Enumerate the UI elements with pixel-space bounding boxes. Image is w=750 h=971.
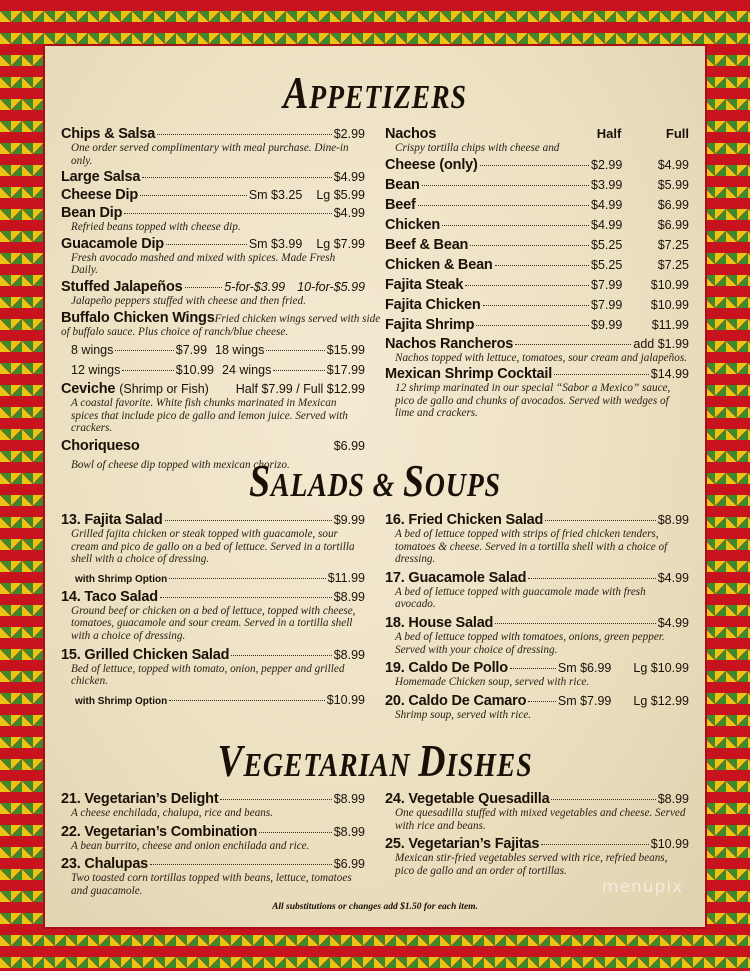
item-row — [61, 512, 365, 528]
item-price: $8.99 — [333, 792, 365, 806]
title-rest: OUPS — [424, 467, 501, 504]
item-price-small: Sm $6.99 — [557, 661, 612, 676]
item-row — [385, 836, 689, 852]
item-row — [385, 512, 689, 528]
dot-leader — [166, 244, 247, 245]
menu-item — [61, 791, 365, 820]
appetizers-title — [68, 66, 683, 119]
half-price: $4.99 — [591, 197, 623, 212]
item-description: Two toasted corn tortillas topped with beans, lettuce, tomatoes and guacamole. — [71, 872, 352, 897]
item-name: Choriqueso — [61, 437, 140, 454]
nachos-title: Nachos — [385, 126, 437, 142]
item-name: Chips & Salsa — [61, 126, 156, 142]
item-row — [385, 570, 689, 586]
watermark: menupix — [602, 877, 684, 897]
item-name: 23. Chalupas — [61, 856, 149, 873]
item-description: One quesadilla stuffed with mixed vegetables and cheese. Served with rice and beans. — [395, 807, 686, 832]
item-description: Shrimp soup, served with rice. — [395, 708, 532, 721]
title-initial: A — [283, 67, 310, 118]
menu-item-guacamole-dip — [61, 236, 365, 277]
item-name: Stuffed Jalapeños — [61, 278, 183, 295]
half-price: $7.99 — [591, 297, 623, 312]
item-price: Half $7.99 / Full $12.99 — [235, 382, 365, 397]
full-header: Full — [665, 126, 689, 141]
item-name: Mexican Shrimp Cocktail — [385, 366, 553, 383]
dot-leader — [528, 701, 556, 702]
menu-item-stuffed-jalapenos — [61, 279, 365, 308]
dot-leader — [541, 844, 649, 845]
title-initial: S — [402, 455, 425, 506]
item-price: $4.99 — [333, 170, 365, 185]
item-row — [385, 791, 689, 807]
dot-leader — [515, 344, 631, 345]
item-description: 12 shrimp marinated in our special “Sabor a Mexico” sauce, pico de gallo and chunks of avocados. Served with wedges of lime and crackers. — [395, 382, 671, 420]
full-price: $6.99 — [657, 217, 689, 232]
appetizers-right-column — [385, 126, 689, 420]
item-row — [61, 856, 365, 872]
nachos-row — [385, 217, 689, 233]
item-name: Ceviche — [61, 381, 116, 398]
item-price: $4.99 — [657, 570, 689, 585]
dot-leader — [150, 864, 332, 865]
dot-leader — [165, 520, 332, 521]
menu-item — [385, 791, 689, 832]
salads-right-column — [385, 512, 689, 721]
full-price: $10.99 — [650, 277, 689, 292]
item-price: $9.99 — [333, 513, 365, 527]
dot-leader — [495, 623, 656, 624]
nachos-row — [385, 237, 689, 253]
dot-leader — [259, 832, 332, 833]
item-price: $4.99 — [657, 615, 689, 630]
dot-leader — [220, 799, 331, 800]
menu-item-nachos-rancheros — [385, 336, 689, 365]
title-rest: EGETARIAN — [243, 747, 419, 784]
title-rest: ALADS & — [270, 467, 403, 504]
menu-item — [385, 570, 689, 611]
item-name: 20. Caldo De Camaro — [385, 692, 527, 709]
nachos-row — [385, 277, 689, 293]
dot-leader — [124, 213, 331, 214]
dot-leader — [422, 185, 589, 186]
wings-18-label: 18 wings — [215, 343, 265, 358]
item-name: 22. Vegetarian’s Combination — [61, 823, 258, 840]
item-price: $8.99 — [657, 792, 689, 806]
item-description: A bed of lettuce topped with guacamole made with fresh avocado. — [395, 585, 646, 611]
nachos-row — [385, 197, 689, 213]
title-initial: D — [418, 735, 447, 786]
dot-leader — [442, 225, 589, 226]
item-name: Chicken & Bean — [385, 256, 493, 273]
item-row — [61, 647, 365, 663]
shrimp-option-row — [61, 693, 365, 707]
salads-soups-title — [68, 454, 683, 507]
item-description: Bowl of cheese dip topped with mexican chorizo. — [71, 458, 290, 471]
item-price: $10.99 — [650, 837, 689, 852]
item-name: 25. Vegetarian’s Fajitas — [385, 836, 540, 853]
dot-leader — [231, 655, 331, 656]
half-header: Half — [596, 126, 622, 141]
menu-item — [385, 693, 689, 722]
item-price: $8.99 — [333, 824, 365, 839]
dot-leader — [169, 700, 325, 701]
item-name: Beef & Bean — [385, 236, 469, 253]
item-name: Cheese — [385, 156, 436, 173]
item-row — [61, 824, 365, 840]
menu-item — [61, 824, 365, 853]
menu-item-shrimp-cocktail — [385, 366, 689, 420]
option-label: with Shrimp Option — [75, 695, 168, 707]
dot-leader — [510, 668, 556, 669]
nachos-row-cheese — [385, 157, 689, 173]
dot-leader — [551, 799, 655, 800]
item-name: 24. Vegetable Quesadilla — [385, 791, 550, 807]
half-price: $5.25 — [591, 237, 623, 252]
item-description: A bed of lettuce topped with tomatoes, onions, green pepper. Served with your choice of dressing. — [395, 630, 665, 656]
dot-leader — [142, 177, 332, 178]
item-name: Fajita Chicken — [385, 296, 481, 313]
item-name: Large Salsa — [61, 169, 141, 186]
title-rest: ISHES — [446, 747, 533, 784]
item-name: Cheese Dip — [61, 187, 138, 204]
item-description: A bean burrito, cheese and onion enchilada and rice. — [71, 839, 310, 852]
dot-leader — [480, 165, 589, 166]
half-price: $4.99 — [591, 217, 623, 232]
dot-leader — [476, 325, 589, 326]
vegetarian-dishes-title — [68, 734, 683, 787]
item-description: Mexican stir-fried vegetables served with rice, refried beans, pico de gallo and an order of tortillas. — [395, 852, 668, 877]
appetizers-left-column — [61, 126, 381, 472]
vegetarian-right-column — [385, 791, 689, 877]
item-price-small: Sm $3.25 — [248, 188, 303, 203]
item-description: Homemade Chicken soup, served with rice. — [395, 676, 590, 689]
full-price: $7.25 — [657, 237, 689, 252]
dot-leader — [169, 578, 325, 579]
option-price: $10.99 — [326, 692, 365, 707]
full-price: $11.99 — [651, 317, 689, 332]
item-variant: (Shrimp or Fish) — [119, 382, 209, 397]
full-price: $7.25 — [657, 257, 689, 272]
menu-item — [61, 512, 365, 585]
wings-24-price: $17.99 — [326, 363, 365, 378]
menu-item — [61, 647, 365, 707]
item-description: of buffalo sauce. Plus choice of ranch/blue cheese. — [61, 325, 289, 338]
item-description: A coastal favorite. White fish chunks marinated in Mexican spices that include pico de gallo and lemon juice. Served with crackers. — [71, 397, 348, 435]
wings-18-price: $15.99 — [326, 343, 365, 358]
item-name: Beef — [385, 196, 416, 213]
item-price-small: Sm $3.99 — [248, 236, 303, 251]
item-price: $8.99 — [333, 647, 365, 662]
full-price: $6.99 — [657, 197, 689, 212]
half-price: $7.99 — [591, 277, 623, 292]
item-price: add $1.99 — [633, 336, 689, 351]
menu-item — [385, 660, 689, 689]
title-rest: PPETIZERS — [309, 79, 467, 116]
item-variant: (only) — [439, 156, 478, 173]
item-name: Fajita Shrimp — [385, 316, 475, 333]
item-price-small: Sm $7.99 — [557, 693, 612, 708]
nachos-row — [385, 257, 689, 273]
half-price: $2.99 — [591, 157, 623, 172]
item-name: 17. Guacamole Salad — [385, 569, 527, 586]
item-price: $6.99 — [333, 438, 365, 453]
item-price-large: Lg $12.99 — [633, 693, 689, 708]
full-price: $4.99 — [657, 157, 689, 172]
wings-24-label: 24 wings — [222, 363, 272, 378]
option-label: with Shrimp Option — [75, 573, 168, 585]
menu-item-chips-salsa — [61, 126, 365, 167]
title-initial: S — [249, 455, 271, 506]
item-name: Chicken — [385, 216, 441, 233]
vegetarian-left-column — [61, 791, 365, 897]
full-price: $10.99 — [650, 297, 689, 312]
half-price: $5.25 — [591, 257, 623, 272]
nachos-row — [385, 297, 689, 313]
item-description: Bed of lettuce, topped with tomato, onion, pepper and grilled chicken. — [71, 662, 345, 688]
item-row — [385, 693, 689, 709]
wings-12-label: 12 wings — [71, 363, 121, 378]
dot-leader — [545, 520, 656, 521]
item-name: 19. Caldo De Pollo — [385, 660, 508, 677]
item-description: A bed of lettuce topped with strips of fried chicken tenders, tomatoes & cheese. Served in a tortilla shell with a choice of dressing. — [395, 528, 668, 566]
title-initial: V — [217, 735, 244, 786]
menu-item — [61, 856, 365, 897]
item-row — [61, 791, 365, 807]
menu-item-large-salsa — [61, 169, 365, 185]
dot-leader — [528, 578, 655, 579]
item-price: $6.99 — [333, 857, 365, 872]
item-price-five: 5-for-$3.99 — [224, 279, 286, 294]
item-name: Bean — [385, 176, 420, 193]
half-price: $3.99 — [591, 177, 623, 192]
item-price-large: Lg $10.99 — [633, 661, 689, 676]
dot-leader — [157, 134, 332, 135]
half-price: $9.99 — [591, 317, 623, 332]
item-price-ten: 10-for-$5.99 — [297, 279, 365, 294]
dot-leader — [160, 597, 332, 598]
menu-item — [61, 589, 365, 643]
menu-item-buffalo-wings — [61, 309, 381, 378]
full-price: $5.99 — [657, 177, 689, 192]
item-description: Nachos topped with lettuce, tomatoes, sour cream and jalapeños. — [395, 351, 687, 364]
item-description: Refried beans topped with cheese dip. — [71, 221, 241, 234]
dot-leader — [495, 265, 589, 266]
footer-note: All substitutions or changes add $1.50 for each item. — [272, 902, 478, 912]
item-price: $8.99 — [333, 589, 365, 604]
nachos-row — [385, 317, 689, 333]
item-description: Ground beef or chicken on a bed of lettuce, topped with cheese, tomatoes, guacamole and sour cream. Served in a tortilla shell with a choice of dressing. — [71, 604, 356, 642]
item-name: Bean Dip — [61, 205, 123, 222]
item-price-large: Lg $5.99 — [316, 188, 365, 203]
item-name: 15. Grilled Chicken Salad — [61, 646, 230, 663]
item-row — [385, 660, 689, 676]
item-description: Fresh avocado mashed and mixed with spices. Made Fresh Daily. — [71, 251, 336, 277]
item-name: 14. Taco Salad — [61, 588, 158, 605]
dot-leader — [115, 350, 173, 351]
item-description: One order served complimentary with meal purchase. Dine-in only. — [71, 142, 349, 167]
wings-8-label: 8 wings — [71, 343, 114, 358]
menu-item — [385, 615, 689, 656]
dot-leader — [266, 350, 324, 351]
item-name: Fajita Steak — [385, 276, 464, 293]
dot-leader — [470, 245, 589, 246]
dot-leader — [483, 305, 589, 306]
dot-leader — [465, 285, 589, 286]
menu-item-ceviche — [61, 381, 365, 435]
item-price: $14.99 — [650, 367, 689, 382]
menu-item-cheese-dip — [61, 187, 365, 203]
shrimp-option-row — [61, 571, 365, 585]
item-description: A cheese enchilada, chalupa, rice and beans. — [71, 807, 274, 819]
menu-item — [385, 836, 689, 877]
dot-leader — [140, 195, 247, 196]
item-name: 13. Fajita Salad — [61, 512, 163, 528]
item-name: 16. Fried Chicken Salad — [385, 512, 544, 528]
dot-leader — [418, 205, 589, 206]
menu-item-bean-dip — [61, 205, 365, 234]
wings-12-price: $10.99 — [175, 363, 214, 378]
item-description: Jalapeño peppers stuffed with cheese and then fried. — [71, 294, 306, 307]
item-row — [385, 615, 689, 631]
option-price: $11.99 — [327, 570, 365, 585]
item-name: Nachos Rancheros — [385, 335, 514, 352]
item-name: Guacamole Dip — [61, 235, 164, 252]
item-row — [61, 589, 365, 605]
item-name: 21. Vegetarian’s Delight — [61, 791, 219, 807]
item-price-large: Lg $7.99 — [316, 236, 365, 251]
item-price: $4.99 — [333, 206, 365, 221]
item-description: Grilled fajita chicken or steak topped with guacamole, sour cream and pico de gallo on a bed of lettuce. Served in a tortilla shell with a choice of dressing. — [71, 528, 355, 566]
dot-leader — [554, 374, 649, 375]
menu-item — [385, 512, 689, 566]
item-name: Buffalo Chicken Wings — [61, 309, 215, 326]
item-description-inline: Fried chicken wings served with side — [214, 312, 381, 325]
dot-leader — [273, 370, 324, 371]
nachos-description: Crispy tortilla chips with cheese and — [395, 142, 560, 154]
dot-leader — [122, 370, 173, 371]
nachos-row — [385, 177, 689, 193]
dot-leader — [185, 287, 223, 288]
item-price: $8.99 — [657, 513, 689, 527]
item-name: 18. House Salad — [385, 614, 494, 631]
item-price: $2.99 — [333, 127, 365, 141]
salads-left-column — [61, 512, 365, 707]
wings-8-price: $7.99 — [175, 343, 208, 358]
